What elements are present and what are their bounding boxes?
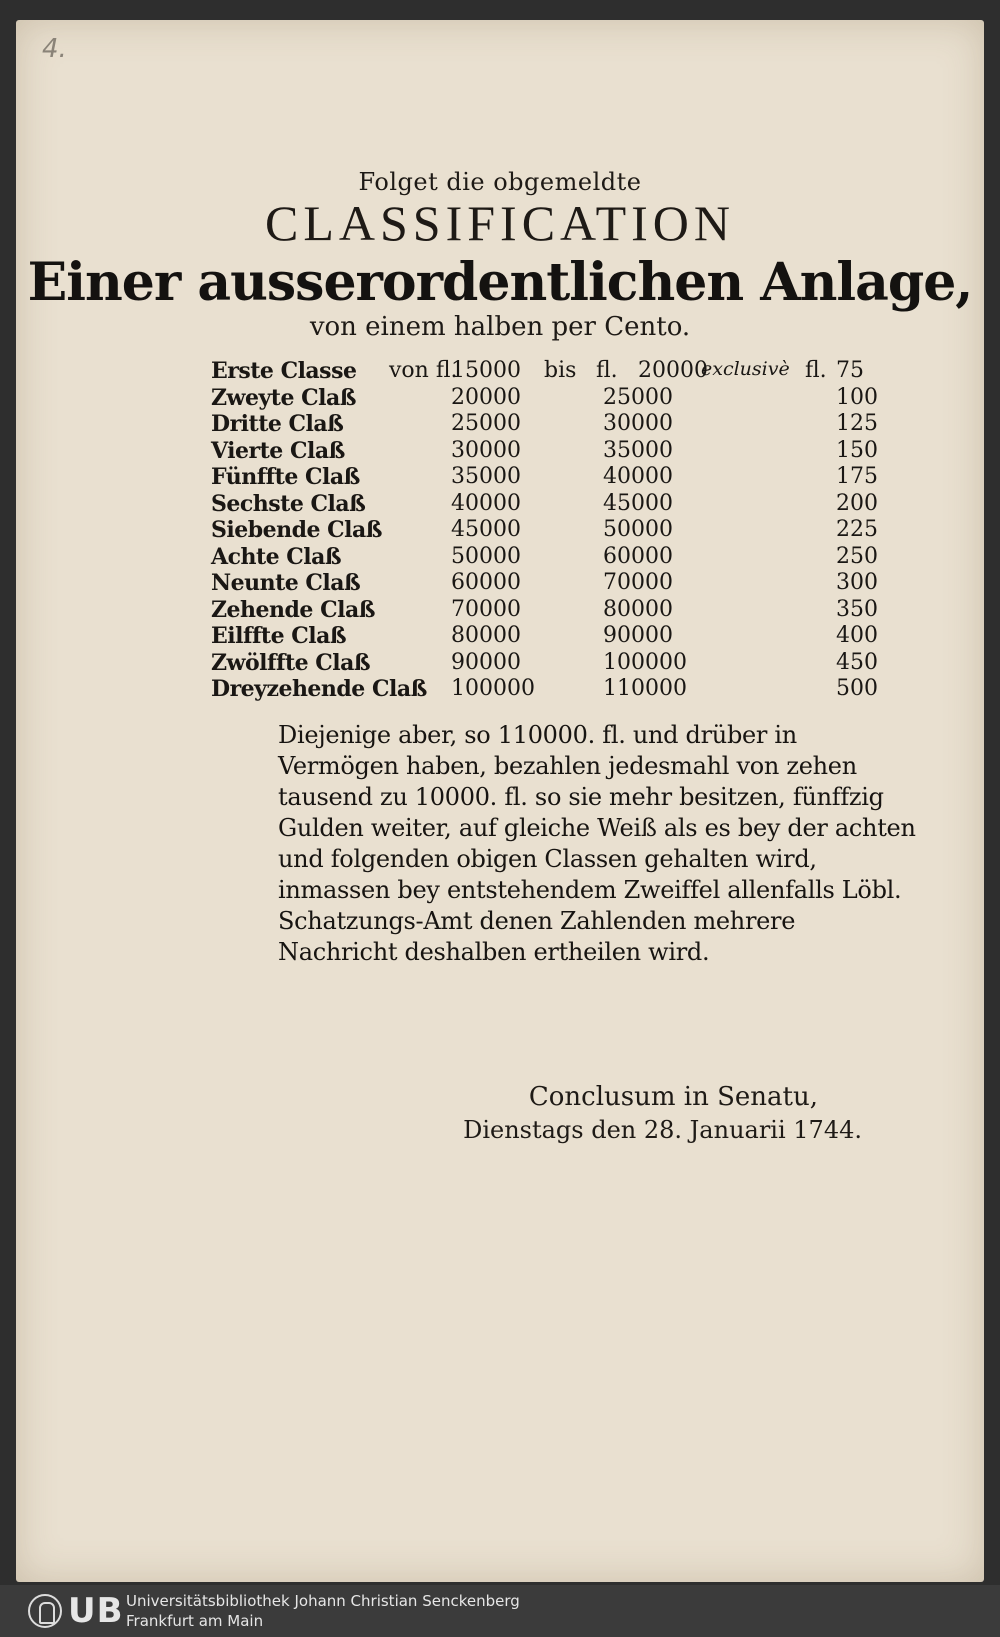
bis-label: bis [544, 358, 577, 383]
tax-amount: 200 [836, 490, 878, 516]
tax-amount: 250 [836, 543, 878, 569]
table-row [211, 464, 891, 491]
footer-city: Frankfurt am Main [126, 1612, 264, 1630]
range-from: 20000 [451, 384, 521, 410]
class-name: Fünffte Claß [211, 464, 360, 490]
range-to-prefix: fl. [596, 358, 618, 383]
class-name: Achte Claß [211, 543, 342, 570]
class-name: Neunte Claß [211, 570, 361, 596]
range-to: 50000 [603, 517, 673, 542]
pencil-page-number: 4. [42, 34, 67, 64]
range-from: 35000 [451, 464, 521, 489]
class-name: Zwölffte Claß [211, 649, 371, 676]
range-to: 45000 [603, 490, 673, 516]
class-name: Vierte Claß [211, 437, 345, 464]
class-name: Sechste Claß [211, 490, 366, 517]
table-row [211, 597, 891, 624]
range-from: 40000 [451, 490, 521, 516]
tax-amount: 225 [836, 517, 878, 542]
range-to: 35000 [603, 437, 673, 463]
class-name: Siebende Claß [211, 517, 382, 543]
range-to: 40000 [603, 464, 673, 489]
table-row [211, 385, 891, 412]
conclusum-line: Conclusum in Senatu, [528, 1082, 818, 1112]
tax-amount: 450 [836, 649, 878, 675]
ub-logo[interactable]: UB [68, 1591, 124, 1631]
class-name: Zehende Claß [211, 596, 375, 623]
range-from: 70000 [451, 596, 521, 622]
tax-amount: 400 [836, 623, 878, 648]
tax-amount: 175 [836, 464, 878, 489]
range-from: 25000 [451, 411, 521, 436]
range-to: 70000 [603, 570, 673, 595]
range-from: 60000 [451, 570, 521, 595]
table-row [211, 491, 891, 518]
heading-per-cento: von einem halben per Cento. [309, 312, 691, 342]
document-page [16, 20, 984, 1582]
range-to: 110000 [603, 676, 687, 701]
range-to: 90000 [603, 623, 673, 648]
table-row [211, 438, 891, 465]
table-row [211, 358, 891, 385]
heading-anlage: Einer ausserordentlichen Anlage, [27, 252, 973, 313]
range-to: 30000 [603, 411, 673, 436]
heading-line-1: Folget die obgemeldte [358, 168, 642, 196]
table-row [211, 676, 891, 703]
range-from: 100000 [451, 676, 535, 701]
table-row [211, 570, 891, 597]
footer-library-name: Universitätsbibliothek Johann Christian Senckenberg [126, 1592, 520, 1610]
range-to: 60000 [603, 543, 673, 569]
range-to: 100000 [603, 649, 687, 675]
range-to: 20000 [638, 358, 708, 383]
range-from: 30000 [451, 437, 521, 463]
range-to: 25000 [603, 384, 673, 410]
tax-amount: 350 [836, 596, 878, 622]
exclusive-label: exclusivè [701, 358, 790, 380]
tax-amount: 100 [836, 384, 878, 410]
tax-amount: 500 [836, 676, 878, 701]
tax-amount: 150 [836, 437, 878, 463]
range-from: 90000 [451, 649, 521, 675]
range-from: 45000 [451, 517, 521, 542]
table-row [211, 623, 891, 650]
von-label: von fl. [389, 358, 458, 383]
fl-label: fl. [805, 358, 827, 383]
paragraph-text: Diejenige aber, so 110000. fl. und drüber in Vermögen haben, bezahlen jedesmahl von zehen tausend zu 10000. fl. so sie mehr besitzen, fünffzig Gulden weiter, auf gleiche Weiß als es bey der achten und folgenden obigen Classen gehalten wird, inmassen bey entstehendem Zweiffel allenfalls Löbl. Schatzungs-Amt denen Zahlenden mehrere Nachricht deshalben ertheilen wird. [278, 721, 916, 966]
table-row [211, 411, 891, 438]
range-to: 80000 [603, 596, 673, 622]
tax-amount: 75 [836, 358, 864, 383]
table-row [211, 650, 891, 677]
classification-table [211, 358, 891, 703]
library-footer [0, 1585, 1000, 1637]
range-from: 15000 [451, 358, 521, 383]
tax-amount: 125 [836, 411, 878, 436]
heading-classification: CLASSIFICATION [264, 195, 736, 251]
range-from: 50000 [451, 543, 521, 569]
range-from: 80000 [451, 623, 521, 648]
tax-amount: 300 [836, 570, 878, 595]
body-paragraph [278, 720, 918, 968]
class-name: Dreyzehende Claß [211, 676, 427, 702]
table-row [211, 517, 891, 544]
table-row [211, 544, 891, 571]
class-name: Eilffte Claß [211, 623, 347, 649]
date-line: Dienstags den 28. Januarii 1744. [463, 1116, 862, 1144]
class-name: Zweyte Claß [211, 384, 356, 411]
library-seal-icon [28, 1594, 62, 1628]
class-name: Dritte Claß [211, 411, 344, 437]
class-name: Erste Classe [211, 358, 357, 384]
